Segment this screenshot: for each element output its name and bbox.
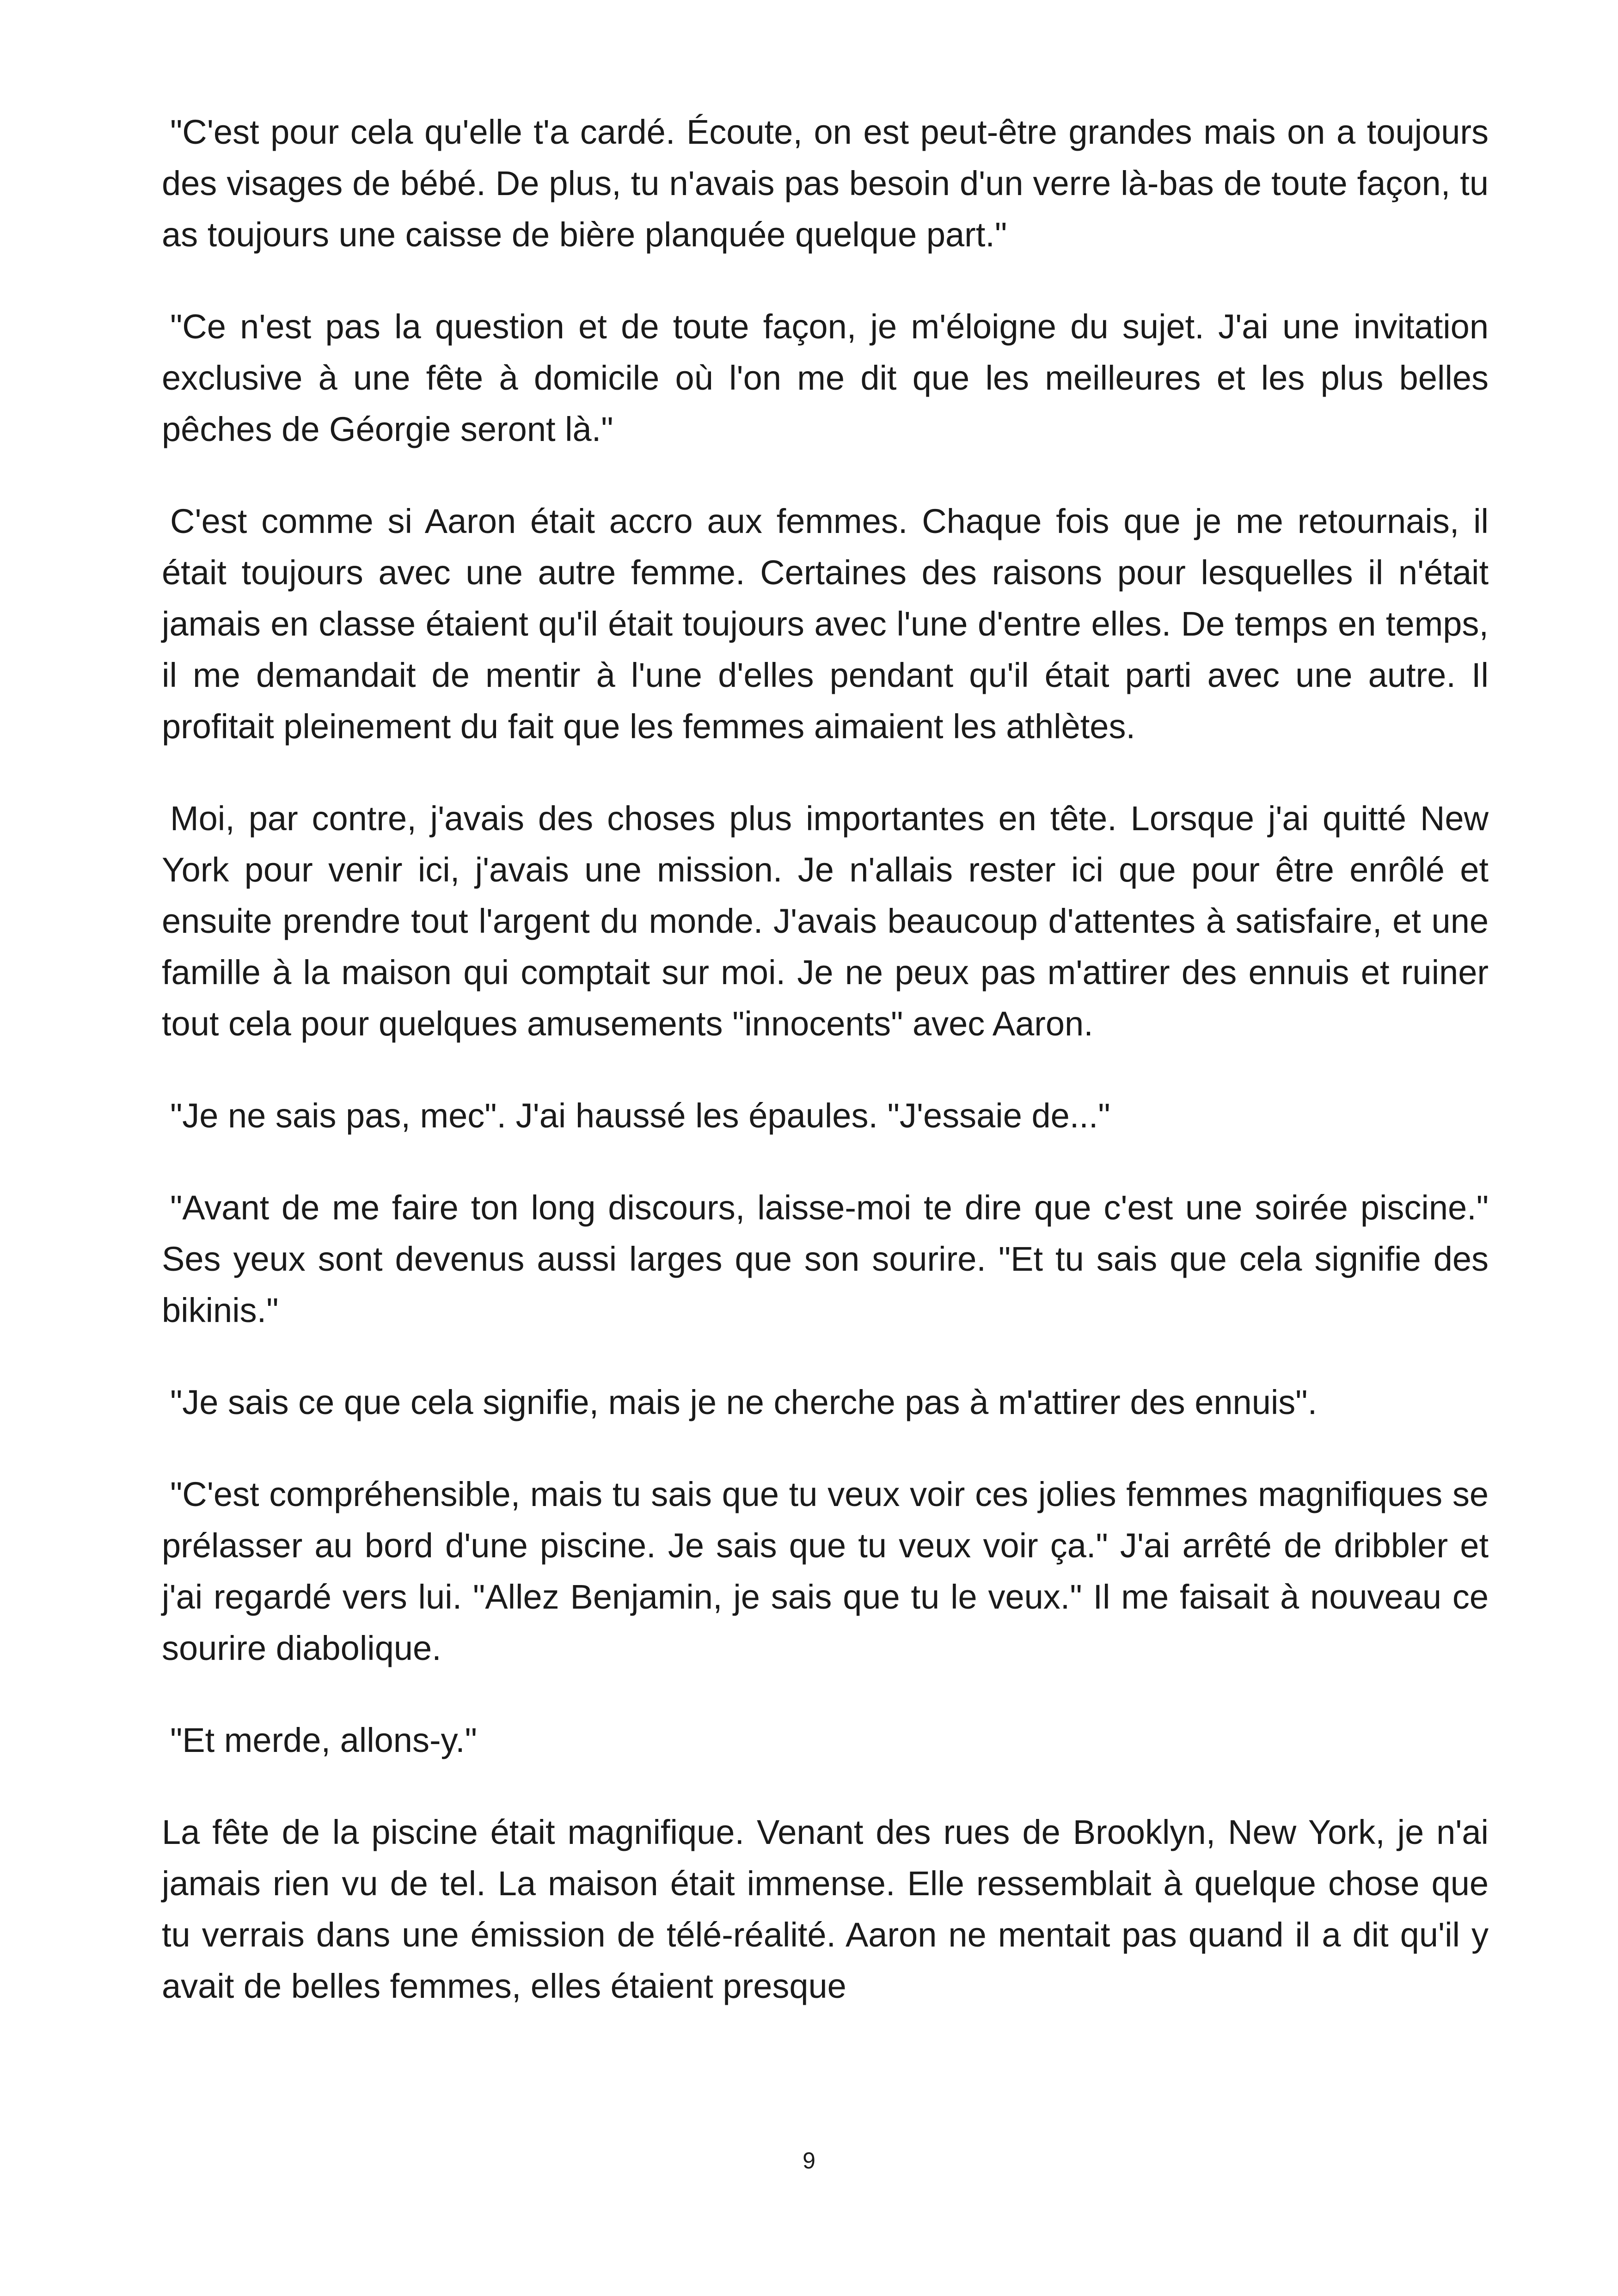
paragraph: "Je ne sais pas, mec". J'ai haussé les épaules. "J'essaie de..." [170, 1096, 1110, 1135]
paragraph: C'est comme si Aaron était accro aux femmes. Chaque fois que je me retournais, il était toujours avec une autre femme. Certaines des raisons pour lesquelles il n'était jamais en classe étaient qu'il était toujours avec l'une d'entre elles. De temps en temps, il me demandait de mentir à l'une d'elles pendant qu'il était parti avec une autre. Il profitait pleinement du fait que les femmes aimaient les athlètes. [162, 502, 1489, 746]
paragraph: La fête de la piscine était magnifique. Venant des rues de Brooklyn, New York, je n'ai jamais rien vu de tel. La maison était immense. Elle ressemblait à quelque chose que tu verrais dans une émission de télé-réalité. Aaron ne mentait pas quand il a dit qu'il y avait de belles femmes, elles étaient presque [162, 1813, 1489, 2005]
paragraph: "C'est pour cela qu'elle t'a cardé. Écoute, on est peut-être grandes mais on a toujours des visages de bébé. De plus, tu n'avais pas besoin d'un verre là-bas de toute façon, tu as toujours une caisse de bière planquée quelque part." [162, 113, 1489, 254]
paragraph: "Ce n'est pas la question et de toute façon, je m'éloigne du sujet. J'ai une invitation exclusive à une fête à domicile où l'on me dit que les meilleures et les plus belles pêches de Géorgie seront là." [162, 307, 1489, 448]
paragraph: "Et merde, allons-y." [170, 1721, 477, 1759]
paragraph: Moi, par contre, j'avais des choses plus importantes en tête. Lorsque j'ai quitté New York pour venir ici, j'avais une mission. Je n'allais rester ici que pour être enrôlé et ensuite prendre tout l'argent du monde. J'avais beaucoup d'attentes à satisfaire, et une famille à la maison qui comptait sur moi. Je ne peux pas m'attirer des ennuis et ruiner tout cela pour quelques amusements "innocents" avec Aaron. [162, 799, 1489, 1043]
body-text [162, 106, 1489, 2052]
paragraph: "C'est compréhensible, mais tu sais que tu veux voir ces jolies femmes magnifiques se prélasser au bord d'une piscine. Je sais que tu veux voir ça." J'ai arrêté de dribbler et j'ai regardé vers lui. "Allez Benjamin, je sais que tu le veux." Il me faisait à nouveau ce sourire diabolique. [162, 1475, 1489, 1667]
paragraph: "Avant de me faire ton long discours, laisse-moi te dire que c'est une soirée piscine." Ses yeux sont devenus aussi larges que son sourire. "Et tu sais que cela signifie des bikinis." [162, 1188, 1489, 1329]
page-number: 9 [803, 2148, 815, 2174]
paragraph: "Je sais ce que cela signifie, mais je ne cherche pas à m'attirer des ennuis". [170, 1383, 1318, 1421]
